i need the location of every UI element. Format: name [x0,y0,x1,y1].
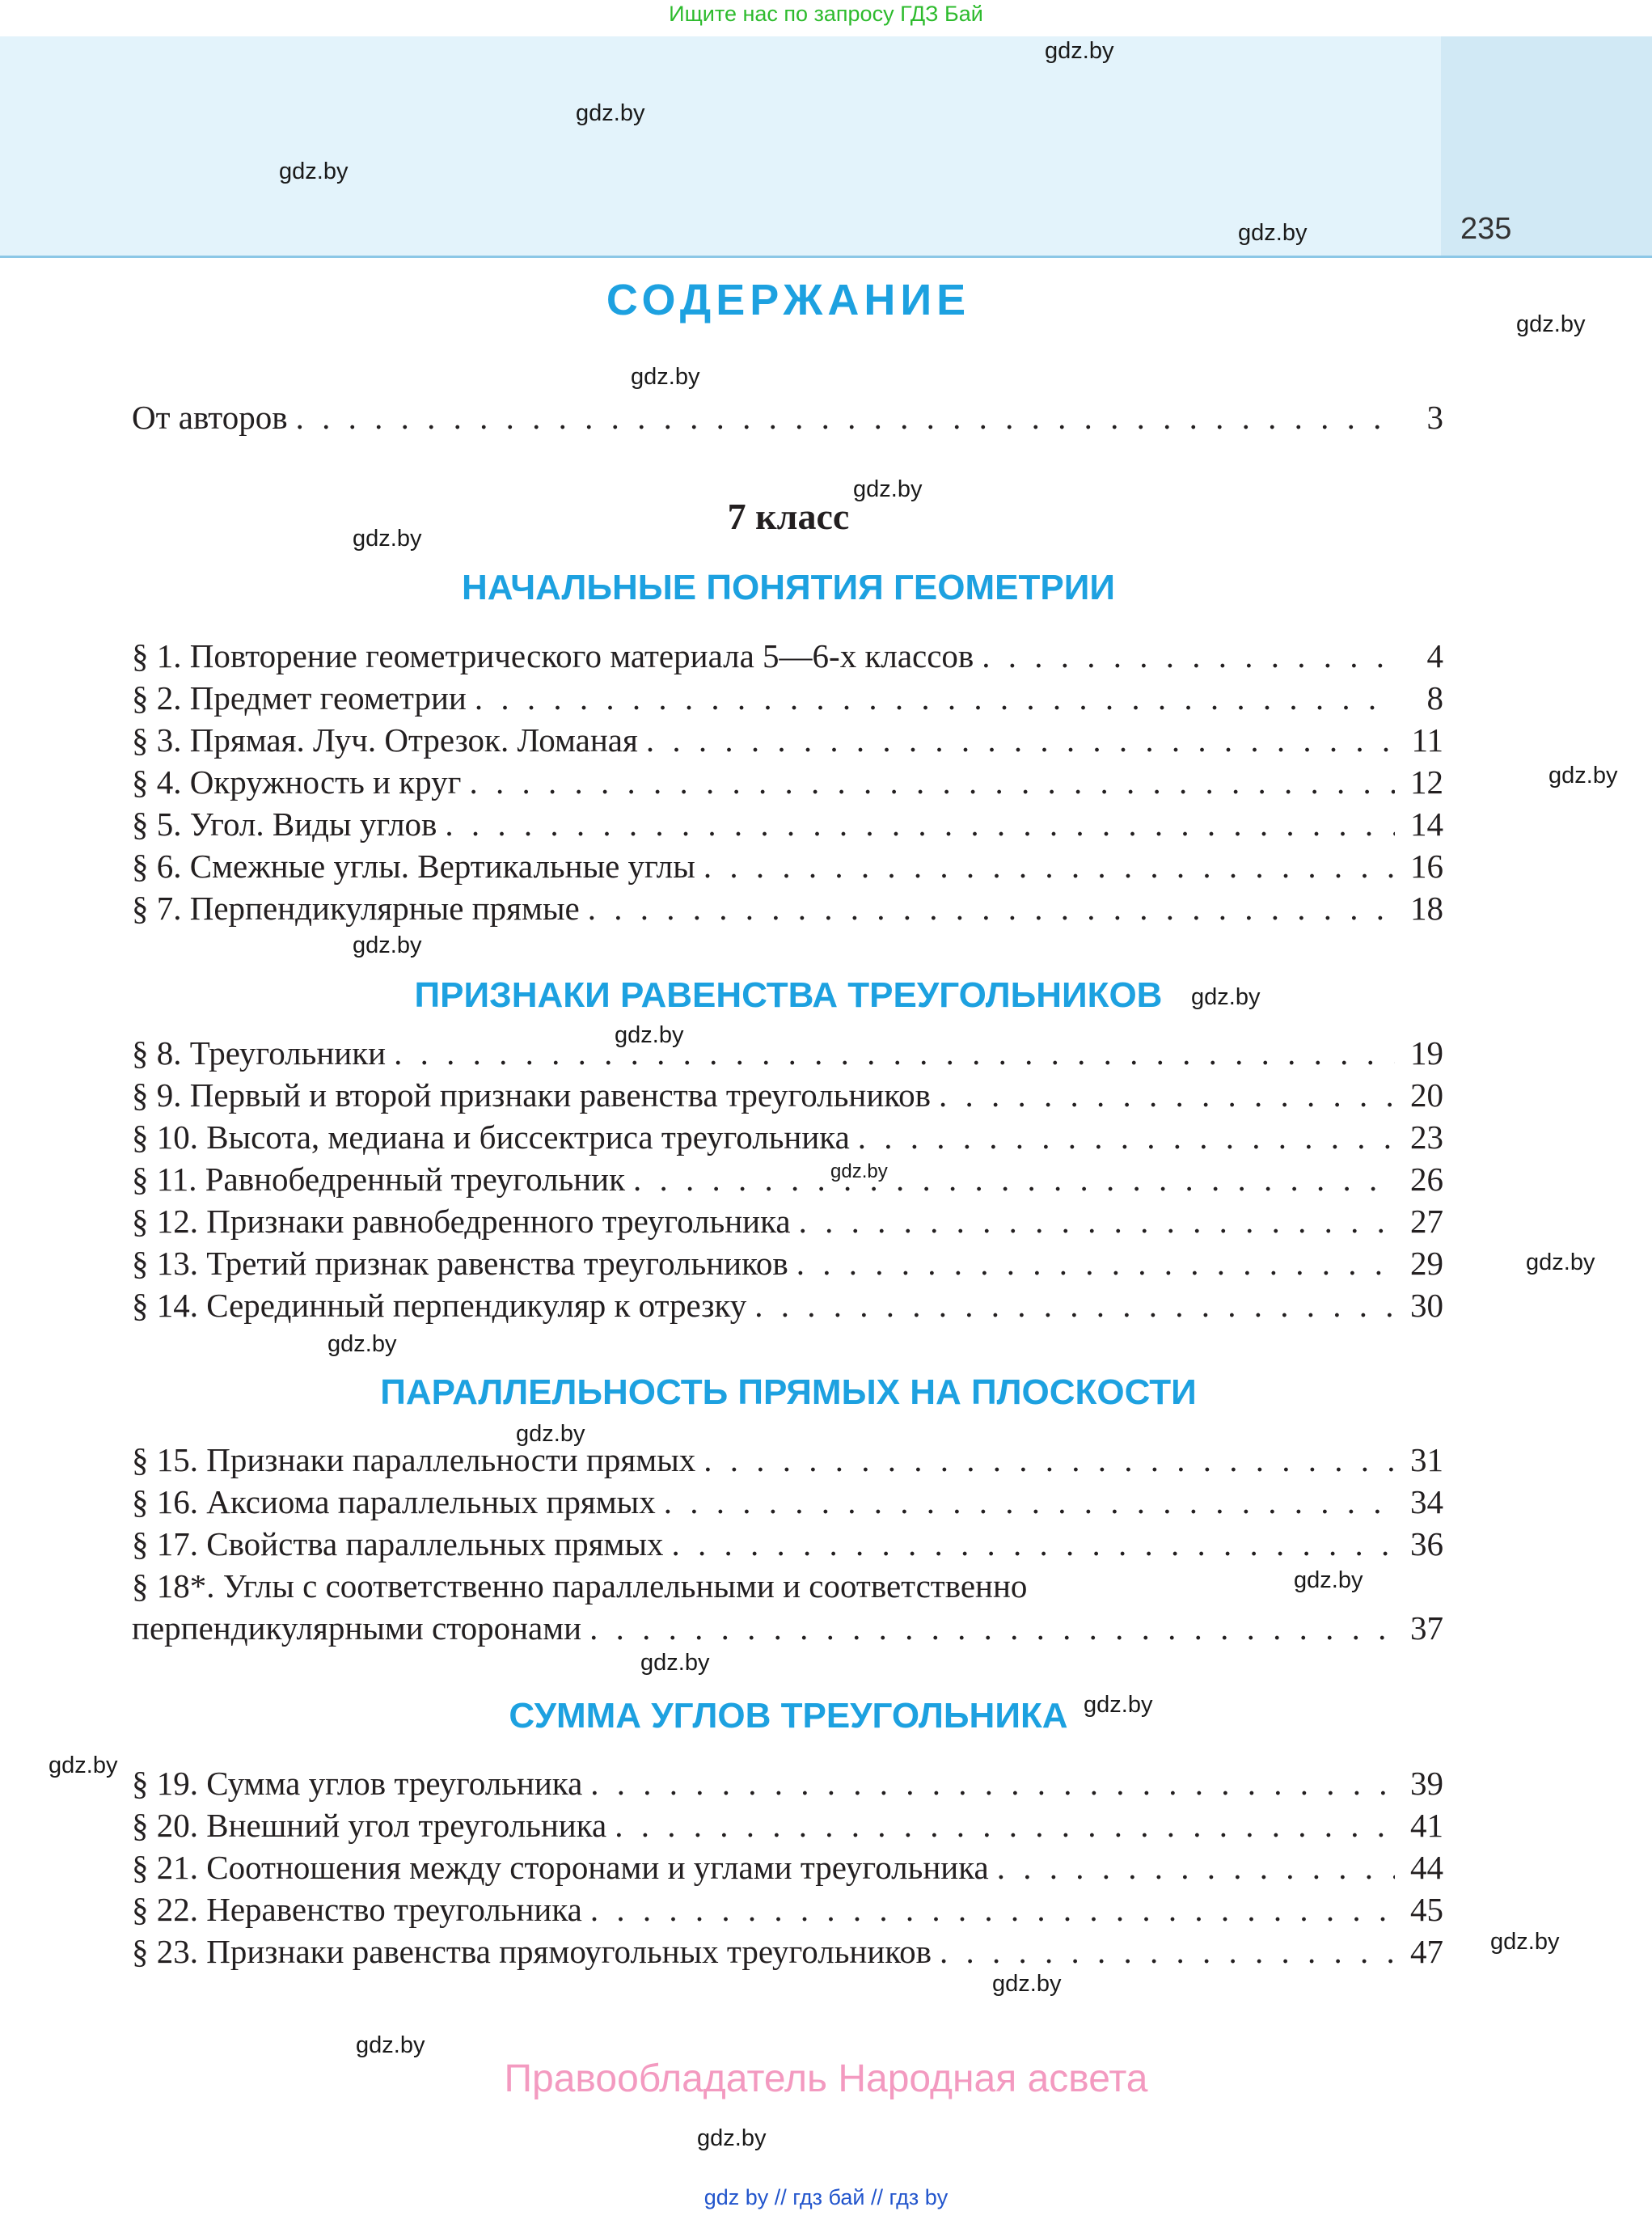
toc-entry-label: § 2. Предмет геометрии [132,679,467,717]
watermark-text: gdz.by [1294,1567,1363,1593]
watermark-text: gdz.by [1490,1929,1560,1955]
toc-entry[interactable] [132,1888,1443,1930]
leader-dots [982,635,1395,677]
toc-entry-page: 11 [1411,721,1443,759]
toc-entry-label: § 7. Перпендикулярные прямые [132,890,580,927]
toc-entry-page: 23 [1410,1118,1443,1156]
toc-entry-label: § 11. Равнобедренный треугольник [132,1161,625,1198]
toc-entry-page: 30 [1410,1287,1443,1324]
toc-entry-page: 8 [1426,679,1443,717]
watermark-text: gdz.by [327,1331,397,1357]
watermark-text: gdz.by [853,476,923,502]
leader-dots [646,719,1395,761]
watermark-text: gdz.by [615,1022,684,1048]
toc-entry[interactable] [132,1116,1443,1158]
toc-entry-label: § 23. Признаки равенства прямоугольных треугольников [132,1933,932,1970]
toc-entry-label: § 8. Треугольники [132,1034,387,1072]
watermark-text: gdz.by [830,1161,888,1182]
watermark-text: gdz.by [353,932,422,958]
toc-entry[interactable] [132,719,1443,761]
toc-entry-page: 20 [1410,1076,1443,1114]
toc-entry-page: 18 [1410,890,1443,927]
toc-entry-label: § 14. Серединный перпендикуляр к отрезку [132,1287,747,1324]
toc-entry-page: 37 [1410,1609,1443,1647]
watermark-text: gdz.by [1526,1249,1595,1275]
toc-entry[interactable] [132,1200,1443,1242]
toc-entry-label: § 5. Угол. Виды углов [132,805,437,843]
toc-entry-label: § 9. Первый и второй признаки равенства треугольников [132,1076,932,1114]
watermark-text: gdz.by [631,364,700,390]
leader-dots [754,1284,1395,1326]
toc-entry-label: § 10. Высота, медиана и биссектриса треугольника [132,1118,850,1156]
toc-entry-page: 29 [1410,1245,1443,1282]
toc-entry[interactable] [132,1074,1443,1116]
leader-dots [296,396,1395,438]
watermark-text: gdz.by [640,1650,710,1676]
toc-entry-label: § 15. Признаки параллельности прямых [132,1441,696,1478]
toc-entry-page: 4 [1426,637,1443,674]
toc-entry-page: 41 [1410,1807,1443,1844]
leader-dots [672,1523,1395,1565]
watermark-text: gdz.by [356,2032,425,2058]
toc-entry-label: § 1. Повторение геометрического материала 5—6-х классов [132,637,974,674]
toc-entry[interactable] [132,887,1443,929]
toc-entry-page: 14 [1410,805,1443,843]
page-number: 235 [1460,212,1512,246]
leader-dots [590,1888,1395,1930]
section-heading-triangle-angle-sum: СУММА УГЛОВ ТРЕУГОЛЬНИКА [509,1696,1068,1736]
watermark-text: gdz.by [49,1753,118,1778]
watermark-text: gdz.by [1084,1692,1153,1718]
toc-entry-page: 27 [1410,1203,1443,1240]
toc-entry-page: 34 [1410,1483,1443,1520]
leader-dots [475,677,1395,719]
leader-dots [589,1607,1395,1649]
toc-entry-intro[interactable] [132,396,1443,438]
toc-entry-page: 47 [1410,1933,1443,1970]
toc-entry[interactable] [132,1481,1443,1523]
watermark-text: gdz.by [1238,220,1308,246]
toc-entry[interactable] [132,1607,1443,1649]
watermark-text: gdz.by [1045,38,1114,64]
toc-entry-page: 36 [1410,1525,1443,1562]
toc-entry[interactable] [132,1523,1443,1565]
footer-links[interactable]: gdz by // гдз бай // гдз by [703,2185,949,2209]
toc-entry[interactable] [132,1846,1443,1888]
toc-entry[interactable] [132,1284,1443,1326]
leader-dots [445,803,1395,845]
watermark-text: gdz.by [1548,763,1618,789]
toc-entry[interactable] [132,845,1443,887]
leader-dots [633,1158,1395,1200]
toc-entry-label: От авторов [132,399,288,436]
toc-entry-label: § 19. Сумма углов треугольника [132,1765,583,1802]
toc-entry-page: 45 [1410,1891,1443,1928]
toc-entry-label: § 13. Третий признак равенства треугольников [132,1245,788,1282]
leader-dots [858,1116,1395,1158]
page-title: СОДЕРЖАНИЕ [606,276,971,324]
toc-entry-label: § 21. Соотношения между сторонами и углами треугольника [132,1849,989,1886]
leader-dots [703,1439,1395,1481]
watermark-text: gdz.by [353,526,422,552]
watermark-text: gdz.by [1191,984,1261,1010]
rightsholder-notice: Правообладатель Народная асвета [504,2057,1148,2100]
toc-entry-label: § 6. Смежные углы. Вертикальные углы [132,848,695,885]
header-divider [0,256,1652,258]
watermark-text: gdz.by [992,1971,1062,1997]
leader-dots [664,1481,1395,1523]
toc-entry-page: 26 [1410,1161,1443,1198]
leader-dots [799,1200,1395,1242]
toc-entry-label: перпендикулярными сторонами [132,1609,582,1647]
watermark-text: gdz.by [697,2125,767,2151]
toc-entry-label: § 12. Признаки равнобедренного треугольника [132,1203,791,1240]
toc-entry[interactable] [132,677,1443,719]
toc-entry[interactable] [132,1158,1443,1200]
toc-entry[interactable] [132,1242,1443,1284]
leader-dots [939,1074,1395,1116]
watermark-text: gdz.by [279,159,349,184]
toc-entry-label: § 22. Неравенство треугольника [132,1891,582,1928]
toc-entry[interactable] [132,761,1443,803]
leader-dots [997,1846,1395,1888]
leader-dots [394,1032,1395,1074]
toc-entry-page: 39 [1410,1765,1443,1802]
toc-entry-label: § 4. Окружность и круг [132,763,462,801]
watermark-text: gdz.by [1516,311,1586,337]
leader-dots [940,1930,1395,1972]
section-heading-triangle-congruence: ПРИЗНАКИ РАВЕНСТВА ТРЕУГОЛЬНИКОВ [414,975,1163,1015]
leader-dots [796,1242,1395,1284]
toc-entry[interactable] [132,1930,1443,1972]
watermark-text: gdz.by [576,100,645,126]
leader-dots [469,761,1395,803]
toc-entry[interactable] [132,1032,1443,1074]
watermark-text: gdz.by [516,1421,585,1447]
leader-dots [615,1804,1395,1846]
toc-entry-label: § 20. Внешний угол треугольника [132,1807,607,1844]
toc-entry-page: 31 [1410,1441,1443,1478]
leader-dots [703,845,1395,887]
grade-heading: 7 класс [727,496,850,537]
toc-entry[interactable] [132,803,1443,845]
toc-entry[interactable] [132,635,1443,677]
toc-entry-label: § 17. Свойства параллельных прямых [132,1525,664,1562]
section-heading-parallel-lines: ПАРАЛЛЕЛЬНОСТЬ ПРЯМЫХ НА ПЛОСКОСТИ [380,1372,1197,1412]
toc-entry-page: 3 [1426,399,1443,436]
toc-entry-page: 19 [1410,1034,1443,1072]
leader-dots [588,887,1395,929]
top-search-banner[interactable]: Ищите нас по запросу ГДЗ Бай [669,2,983,26]
toc-entry-label: § 16. Аксиома параллельных прямых [132,1483,656,1520]
toc-entry[interactable] [132,1439,1443,1481]
toc-entry-page: 12 [1410,763,1443,801]
toc-entry[interactable] [132,1804,1443,1846]
toc-entry-label-line1[interactable]: § 18*. Углы с соответственно параллельными и соответственно [132,1567,1028,1605]
toc-entry[interactable] [132,1762,1443,1804]
toc-entry-label: § 3. Прямая. Луч. Отрезок. Ломаная [132,721,638,759]
leader-dots [590,1762,1395,1804]
header-band [0,36,1441,257]
toc-entry-page: 44 [1410,1849,1443,1886]
toc-entry-page: 16 [1410,848,1443,885]
section-heading-basic-concepts: НАЧАЛЬНЫЕ ПОНЯТИЯ ГЕОМЕТРИИ [462,568,1115,607]
